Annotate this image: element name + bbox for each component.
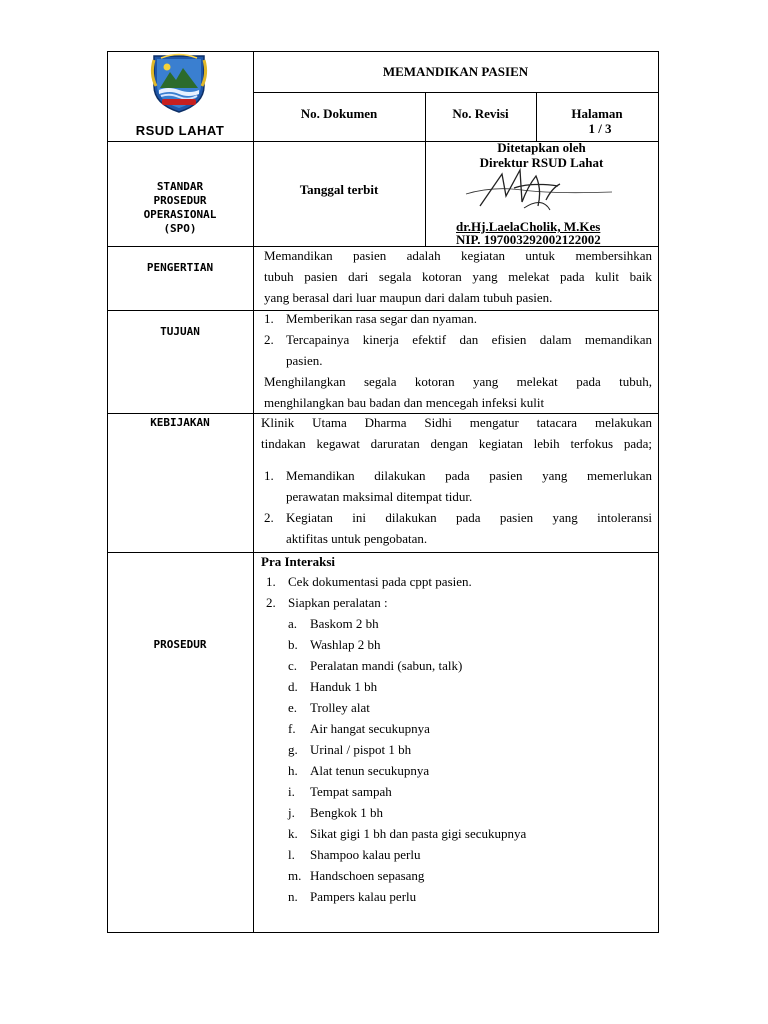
signer-name: dr.Hj.LaelaCholik, M.Kes [456,219,601,234]
hospital-logo [148,52,210,114]
list-marker: b. [288,637,298,652]
list-text: Memandikan dilakukan pada pasien yang memerlukan [286,468,652,483]
list-item [264,465,652,486]
list-item [288,634,380,655]
halaman-value: 1 / 3 [588,121,612,136]
list-text-continued: perawatan maksimal ditempat tidur. [286,489,473,504]
list-text: Siapkan peralatan : [288,595,388,610]
list-item [288,823,526,844]
list-text: Sikat gigi 1 bh dan pasta gigi secukupnya [310,826,527,841]
list-item [266,592,388,613]
director-signature [462,166,622,216]
list-text: Baskom 2 bh [310,616,379,631]
document-title: MEMANDIKAN PASIEN [382,64,529,79]
halaman-label: Halaman [571,106,623,121]
list-marker: 2. [264,510,274,525]
list-item [288,718,430,739]
list-marker: c. [288,658,298,673]
list-item [288,844,420,865]
list-item [264,329,652,350]
list-text: Cek dokumentasi pada cppt pasien. [288,574,472,589]
regency-crest-icon [148,52,210,114]
list-text: Washlap 2 bh [310,637,381,652]
list-marker: m. [288,868,302,883]
list-marker: a. [288,616,298,631]
tujuan-line: menghilangkan bau badan dan mencegah infeksi kulit [264,395,545,410]
list-text: Pampers kalau perlu [310,889,417,904]
pengertian-label: PENGERTIAN [146,261,214,274]
list-item [288,760,429,781]
list-marker: d. [288,679,298,694]
list-text: Air hangat secukupnya [310,721,430,736]
list-item [288,739,411,760]
list-item [288,865,424,886]
list-marker: 1. [264,311,274,326]
tujuan-line: Menghilangkan segala kotoran yang melekat pada tubuh, [264,374,652,389]
spo-label-line: (SPO) [163,222,197,235]
list-marker: n. [288,889,298,904]
list-marker: l. [288,847,295,862]
list-marker: j. [288,805,295,820]
list-text: Alat tenun secukupnya [310,763,430,778]
tanggal-terbit-label: Tanggal terbit [299,182,379,197]
list-marker: 1. [266,574,276,589]
direktur-title: Direktur RSUD Lahat [479,155,604,170]
spo-label [107,180,253,236]
list-item [288,676,377,697]
kebijakan-line: tindakan kegawat daruratan dengan kegiatan lebih terfokus pada; [261,436,652,451]
signer-nip: NIP. 197003292002122002 [456,232,601,247]
list-item [288,781,392,802]
list-text: Peralatan mandi (sabun, talk) [310,658,463,673]
table-border-right [658,51,659,933]
pengertian-line: yang berasal dari luar maupun dari dalam tubuh pasien. [264,290,553,305]
list-item [288,655,462,676]
pengertian-text [264,245,652,308]
list-item [288,886,416,907]
prosedur-label: PROSEDUR [153,638,207,651]
list-item [288,697,370,718]
ditetapkan-oleh: Ditetapkan oleh [497,140,586,155]
kebijakan-label: KEBIJAKAN [150,416,210,429]
no-revisi-label: No. Revisi [452,106,509,121]
list-text: Memberikan rasa segar dan nyaman. [286,311,477,326]
spo-label-line: STANDAR [156,180,204,193]
list-marker: g. [288,742,298,757]
list-item [264,308,477,329]
list-text: Trolley alat [310,700,370,715]
table-rule [253,92,659,93]
list-item [266,571,472,592]
pengertian-line: Memandikan pasien adalah kegiatan untuk membersihkan [264,248,652,263]
list-text: Handschoen sepasang [310,868,425,883]
kebijakan-intro [261,412,652,454]
list-text: Urinal / pispot 1 bh [310,742,412,757]
list-marker: f. [288,721,296,736]
kebijakan-line: Klinik Utama Dharma Sidhi mengatur tatacara melakukan [261,415,652,430]
spo-label-line: PROSEDUR [153,194,207,207]
pra-interaksi-heading: Pra Interaksi [261,554,336,569]
list-marker: e. [288,700,298,715]
list-text: Tercapainya kinerja efektif dan efisien dalam memandikan [286,332,652,347]
list-item [288,613,379,634]
list-text: Handuk 1 bh [310,679,378,694]
list-marker: 1. [264,468,274,483]
tujuan-label: TUJUAN [160,325,200,338]
list-text: Tempat sampah [310,784,392,799]
list-text: Shampoo kalau perlu [310,847,421,862]
list-text: Kegiatan ini dilakukan pada pasien yang intoleransi [286,510,652,525]
list-text-continued: pasien. [286,353,323,368]
tujuan-paragraph [264,371,652,413]
spo-label-line: OPERASIONAL [143,208,217,221]
list-marker: 2. [266,595,276,610]
pengertian-line: tubuh pasien dari segala kotoran yang melekat pada kulit baik [264,269,652,284]
list-text-continued: aktifitas untuk pengobatan. [286,531,428,546]
list-marker: i. [288,784,295,799]
list-item [264,507,652,528]
list-marker: k. [288,826,298,841]
list-marker: 2. [264,332,274,347]
table-border-bottom [107,932,659,933]
list-text: Bengkok 1 bh [310,805,383,820]
no-dokumen-label: No. Dokumen [300,106,378,121]
hospital-name: RSUD LAHAT [135,123,225,138]
list-marker: h. [288,763,298,778]
table-rule [107,552,659,553]
list-item [288,802,383,823]
